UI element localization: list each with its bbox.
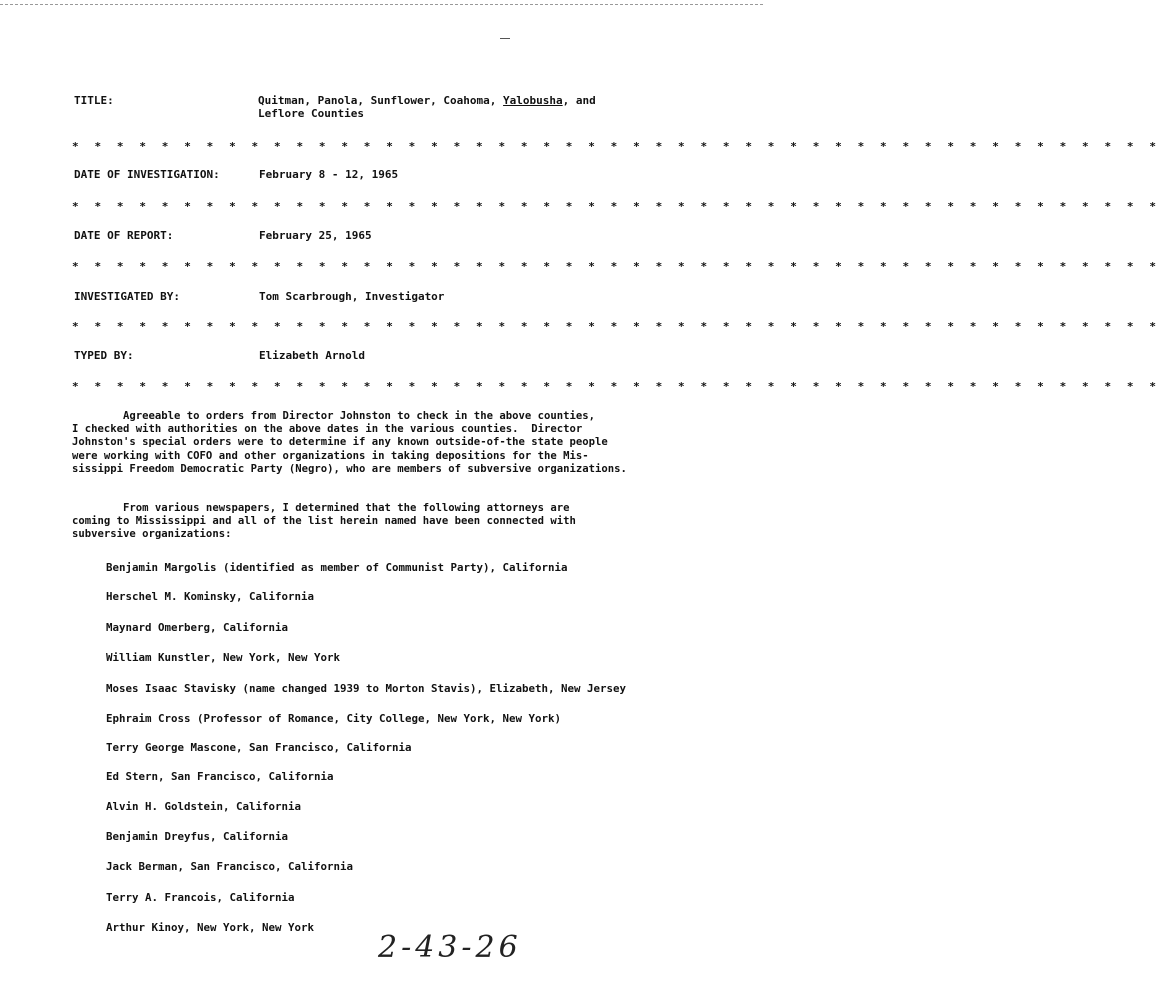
date-report-label: DATE OF REPORT: [74,229,174,242]
paragraph-2: From various newspapers, I determined that the following attorneys are coming to Mississippi and all of the list herein named have been connected with subversive organizations: [72,502,576,541]
page-top-edge [0,4,763,5]
list-item: Benjamin Dreyfus, California [106,830,289,843]
investigated-by-value: Tom Scarbrough, Investigator [259,290,445,303]
date-investigation-label: DATE OF INVESTIGATION: [74,168,220,181]
list-item: Jack Berman, San Francisco, California [106,860,354,873]
separator-5: * * * * * * * * * * * * * * * * * * * * * * * * * * * * * * * * * * * * * * * * * * * * * * * * * [72,380,1161,393]
title-line-1 [258,94,596,107]
scan-speck [500,38,510,39]
list-item: Maynard Omerberg, California [106,621,289,634]
title-line-1-suffix: , and [562,94,596,107]
investigated-by-label: INVESTIGATED BY: [74,290,180,303]
list-item: Terry A. Francois, California [106,891,295,904]
date-report-value: February 25, 1965 [259,229,372,242]
list-item: Moses Isaac Stavisky (name changed 1939 to Morton Stavis), Elizabeth, New Jersey [106,682,627,695]
list-item: Ephraim Cross (Professor of Romance, City College, New York, New York) [106,712,562,725]
typed-by-label: TYPED BY: [74,349,134,362]
handwritten-document-number: 2-43-26 [378,930,522,965]
date-investigation-value: February 8 - 12, 1965 [259,168,399,181]
list-item: Arthur Kinoy, New York, New York [106,921,315,934]
paragraph-1: Agreeable to orders from Director Johnston to check in the above counties, I checked with authorities on the above dates in the various counties. Director Johnston's special orders were to determine if any known outside-of-the state people were working with COFO and other organizations in taking depositions for the Mis- sissippi Freedom Democratic Party (Negro), who are members of subversive organizations. [72,410,627,475]
list-item: William Kunstler, New York, New York [106,651,341,664]
title-value [258,94,596,120]
separator-1: * * * * * * * * * * * * * * * * * * * * * * * * * * * * * * * * * * * * * * * * * * * * * * * * * [72,140,1161,153]
title-line-1-prefix: Quitman, Panola, Sunflower, Coahoma, [258,94,504,107]
list-item: Terry George Mascone, San Francisco, California [106,741,412,754]
separator-4: * * * * * * * * * * * * * * * * * * * * * * * * * * * * * * * * * * * * * * * * * * * * * * * * * [72,320,1161,333]
separator-3: * * * * * * * * * * * * * * * * * * * * * * * * * * * * * * * * * * * * * * * * * * * * * * * * * [72,260,1161,273]
list-item: Herschel M. Kominsky, California [106,590,315,603]
title-line-2: Leflore Counties [258,107,364,120]
title-underlined-county: Yalobusha [503,94,563,107]
title-label: TITLE: [74,94,114,107]
list-item: Benjamin Margolis (identified as member of Communist Party), California [106,561,568,574]
typed-by-value: Elizabeth Arnold [259,349,365,362]
separator-2: * * * * * * * * * * * * * * * * * * * * * * * * * * * * * * * * * * * * * * * * * * * * * * * * * [72,200,1161,213]
list-item: Ed Stern, San Francisco, California [106,770,334,783]
list-item: Alvin H. Goldstein, California [106,800,302,813]
